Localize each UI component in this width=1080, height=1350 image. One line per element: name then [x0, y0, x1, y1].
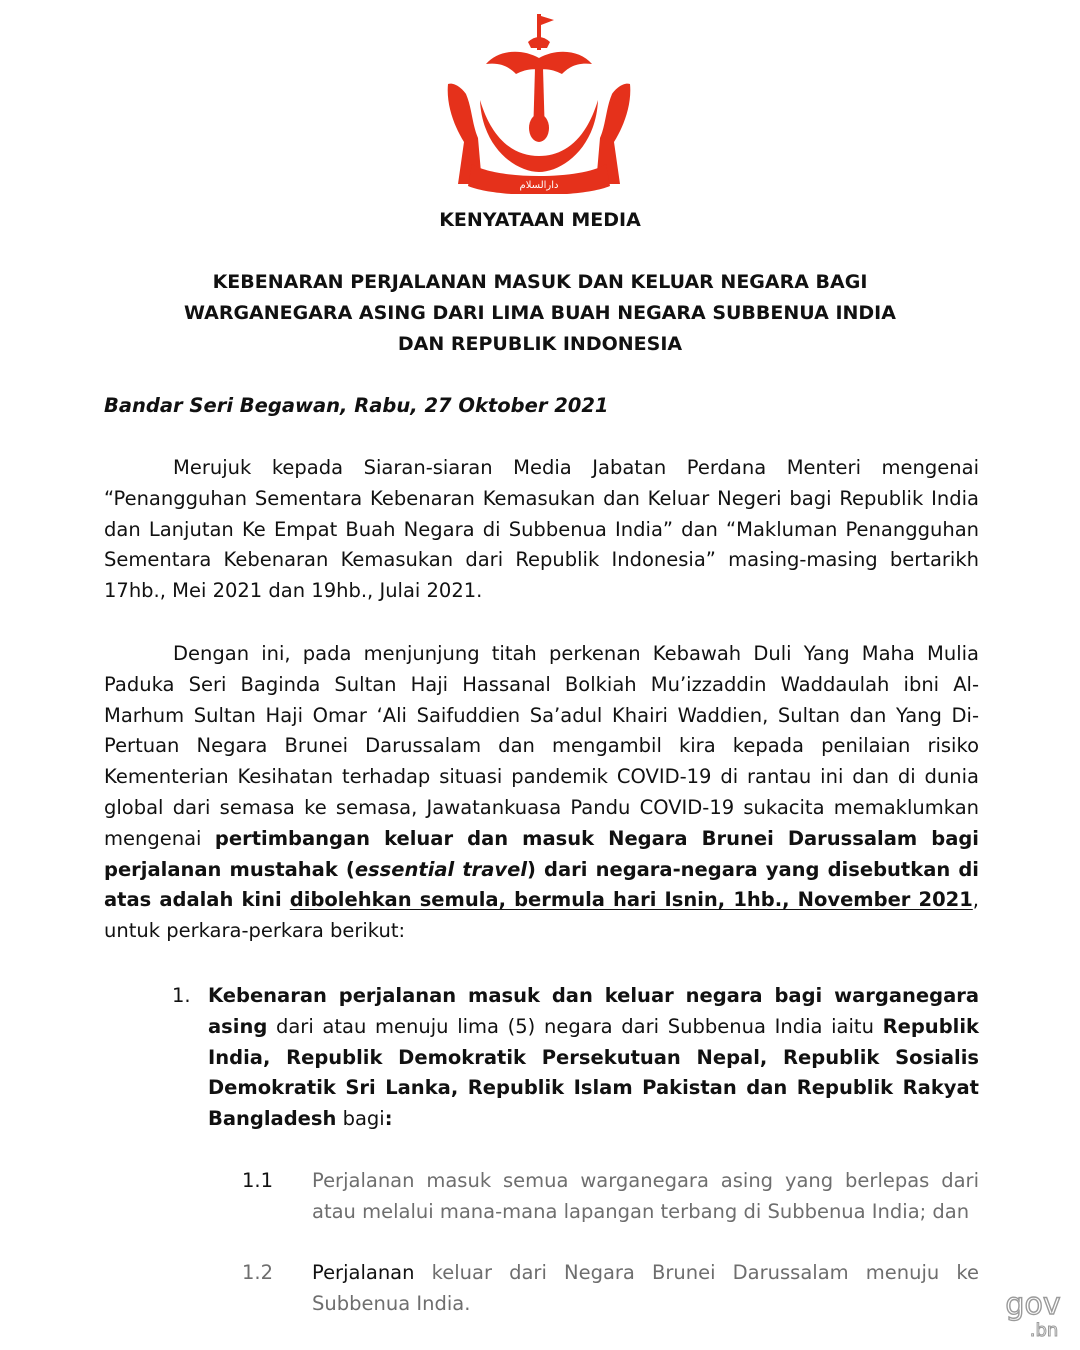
crest-parasol: [528, 37, 550, 48]
list-item-1: [172, 981, 979, 1135]
sub-item-text: Perjalanan masuk semua warganegara asing yang berlepas dari atau melalui mana-mana lapangan terbang di Subbenua India; dan: [312, 1169, 979, 1223]
list-item-text: [208, 981, 979, 1135]
document-title: [0, 267, 1080, 360]
crest-inscription-bottom: دارالسلام: [519, 180, 559, 191]
list-item-colon: :: [384, 1107, 393, 1131]
paragraph-1: [104, 453, 979, 607]
crest-wing-left: [486, 52, 539, 74]
gov-bn-logo: [996, 1284, 1070, 1342]
brunei-crest: [436, 8, 642, 194]
paragraph-2: [104, 639, 979, 947]
paragraph-1-text: Merujuk kepada Siaran-siaran Media Jabatan Perdana Menteri mengenai “Penangguhan Sementara Kebenaran Kemasukan dan Keluar Negeri bagi Republik India dan Lanjutan Ke Empat Buah Negara di Subbenua India” dan “Makluman Penangguhan Sementara Kebenaran Kemasukan dari Republik Indonesia” masing-masing bertarikh 17hb., Mei 2021 dan 19hb., Julai 2021.: [104, 456, 979, 603]
list-item-bold: Republik India, Republik Demokratik Persekutuan Nepal, Republik Sosialis Demokratik Sri Lanka, Republik Islam Pakistan dan Republik Rakyat Bangladesh: [208, 1014, 979, 1131]
title-line: KEBENARAN PERJALANAN MASUK DAN KELUAR NEGARA BAGI: [212, 271, 868, 293]
list-item-plain: dari atau menuju lima (5) negara dari Subbenua India iaitu: [267, 1014, 883, 1038]
sub-item-1-2: [242, 1258, 979, 1320]
dateline: Bandar Seri Begawan, Rabu, 27 Oktober 2021: [104, 394, 609, 417]
media-statement-heading: KENYATAAN MEDIA: [439, 209, 641, 231]
crest-flag: [541, 16, 554, 25]
sub-item-number: 1.2: [242, 1261, 274, 1284]
list-item-plain: bagi: [336, 1107, 385, 1131]
title-line: WARGANEGARA ASING DARI LIMA BUAH NEGARA SUBBENUA INDIA: [184, 302, 896, 324]
list-item-number: 1.: [172, 984, 191, 1007]
title-line: DAN REPUBLIK INDONESIA: [397, 333, 683, 355]
sub-item-text: [312, 1258, 979, 1320]
paragraph-2-text: , untuk perkara-perkara berikut:: [104, 888, 979, 943]
paragraph-2-bold: ) dari negara-negara yang disebutkan di atas adalah kini: [104, 857, 979, 912]
crest-wing-right: [539, 52, 592, 74]
logo-text-bn: .bn: [1029, 1320, 1059, 1341]
crest-inscription-top: الدولة بروني: [513, 138, 565, 149]
sub-item-lead: Perjalanan: [312, 1261, 415, 1284]
sub-item-plain: keluar dari Negara Brunei Darussalam menuju ke Subbenua India.: [312, 1261, 979, 1315]
paragraph-2-bold: pertimbangan keluar dan masuk Negara Brunei Darussalam bagi perjalanan mustahak (: [104, 826, 979, 881]
paragraph-2-text: Dengan ini, pada menjunjung titah perkenan Kebawah Duli Yang Maha Mulia Paduka Seri Baginda Sultan Haji Hassanal Bolkiah Mu’izzaddin Waddaulah ibni Al-Marhum Sultan Haji Omar ‘Ali Saifuddien Sa’adul Khairi Waddien, Sultan dan Yang Di-Pertuan Negara Brunei Darussalam dan mengambil kira kepada penilaian risiko Kementerian Kesihatan terhadap situasi pandemik COVID-19 di rantau ini dan di dunia global dari semasa ke semasa, Jawatankuasa Pandu COVID-19 sukacita memaklumkan mengenai: [104, 642, 979, 850]
sub-item-1-1: [242, 1166, 979, 1228]
logo-text-gov: gov: [1005, 1287, 1061, 1322]
sub-item-number: 1.1: [242, 1169, 274, 1192]
paragraph-2-underlined: dibolehkan semula, bermula hari Isnin, 1hb., November 2021: [289, 888, 973, 912]
list-item-bold: Kebenaran perjalanan masuk dan keluar negara bagi warganegara asing: [208, 984, 979, 1038]
paragraph-2-italic: essential travel: [354, 857, 528, 881]
